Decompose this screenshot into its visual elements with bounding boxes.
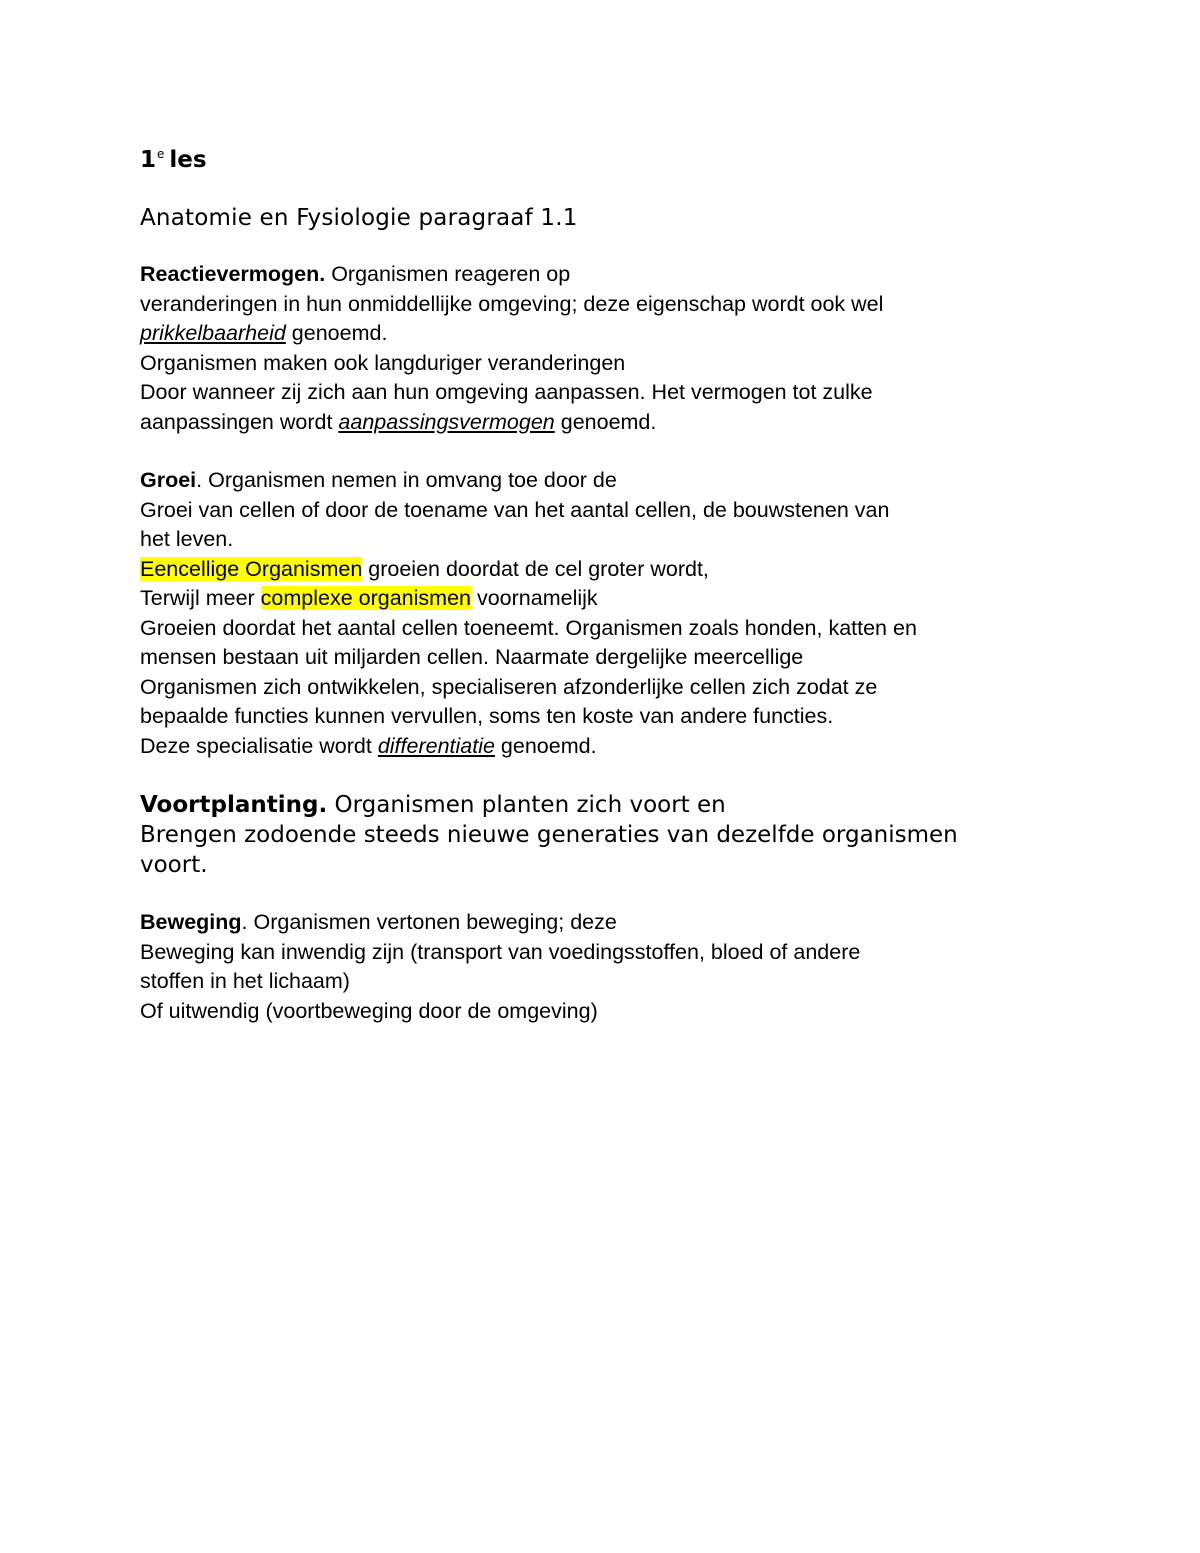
paragraph-line: Organismen maken ook langduriger veranderingen — [140, 350, 626, 375]
term-voortplanting: Voortplanting. — [140, 792, 328, 818]
paragraph-line: veranderingen in hun onmiddellijke omgeving; deze eigenschap wordt ook wel — [140, 291, 884, 316]
paragraph-line: Groei. Organismen nemen in omvang toe door de — [140, 468, 617, 492]
paragraph-beweging — [140, 908, 1100, 1026]
heading-text: les — [169, 147, 207, 173]
heading-superscript: e — [157, 147, 165, 161]
paragraph-line: Beweging kan inwendig zijn (transport van voedingsstoffen, bloed of andere — [140, 939, 861, 964]
paragraph-line: Door wanneer zij zich aan hun omgeving aanpassen. Het vermogen tot zulke — [140, 380, 873, 404]
paragraph-line: Reactievermogen. Organismen reageren op — [140, 262, 571, 286]
paragraph-line: mensen bestaan uit miljarden cellen. Naarmate dergelijke meercellige — [140, 645, 804, 669]
term-prikkelbaarheid: prikkelbaarheid — [140, 321, 286, 345]
paragraph-reactievermogen — [140, 260, 1100, 437]
term-reactievermogen: Reactievermogen. — [140, 262, 326, 286]
paragraph-line: het leven. — [140, 527, 234, 551]
paragraph-line: Groeien doordat het aantal cellen toeneemt. Organismen zoals honden, katten en — [140, 615, 917, 640]
term-beweging: Beweging — [140, 910, 242, 934]
paragraph-groei — [140, 466, 1100, 761]
document-subtitle: Anatomie en Fysiologie paragraaf 1.1 — [140, 205, 578, 231]
paragraph-line: Voortplanting. Organismen planten zich voort en — [140, 792, 726, 818]
paragraph-line: Organismen zich ontwikkelen, specialiseren afzonderlijke cellen zich zodat ze — [140, 674, 878, 699]
heading-number: 1 — [140, 147, 157, 173]
paragraph-line: Brengen zodoende steeds nieuwe generaties van dezelfde organismen — [140, 822, 958, 848]
paragraph-line: prikkelbaarheid genoemd. — [140, 321, 388, 345]
paragraph-voortplanting — [140, 790, 1100, 880]
highlight-eencellige: Eencellige Organismen — [140, 556, 363, 581]
paragraph-line: Groei van cellen of door de toename van het aantal cellen, de bouwstenen van — [140, 497, 890, 522]
term-groei: Groei — [140, 468, 197, 492]
paragraph-line: Of uitwendig (voortbeweging door de omgeving) — [140, 998, 598, 1023]
paragraph-line: Beweging. Organismen vertonen beweging; deze — [140, 910, 617, 934]
highlight-complexe: complexe organismen — [260, 586, 471, 610]
document-page — [140, 138, 1100, 1055]
paragraph-line: Deze specialisatie wordt differentiatie genoemd. — [140, 733, 597, 758]
paragraph-line: Terwijl meer complexe organismen voornamelijk — [140, 586, 598, 610]
page-heading — [140, 138, 1100, 176]
paragraph-line: Eencellige Organismen groeien doordat de cel groter wordt, — [140, 556, 709, 581]
paragraph-line: bepaalde functies kunnen vervullen, soms ten koste van andere functies. — [140, 704, 834, 728]
term-aanpassingsvermogen: aanpassingsvermogen — [338, 409, 555, 434]
paragraph-line: voort. — [140, 852, 208, 878]
paragraph-line: aanpassingen wordt aanpassingsvermogen genoemd. — [140, 409, 657, 434]
term-differentiatie: differentiatie — [377, 733, 495, 758]
paragraph-line: stoffen in het lichaam) — [140, 969, 350, 993]
